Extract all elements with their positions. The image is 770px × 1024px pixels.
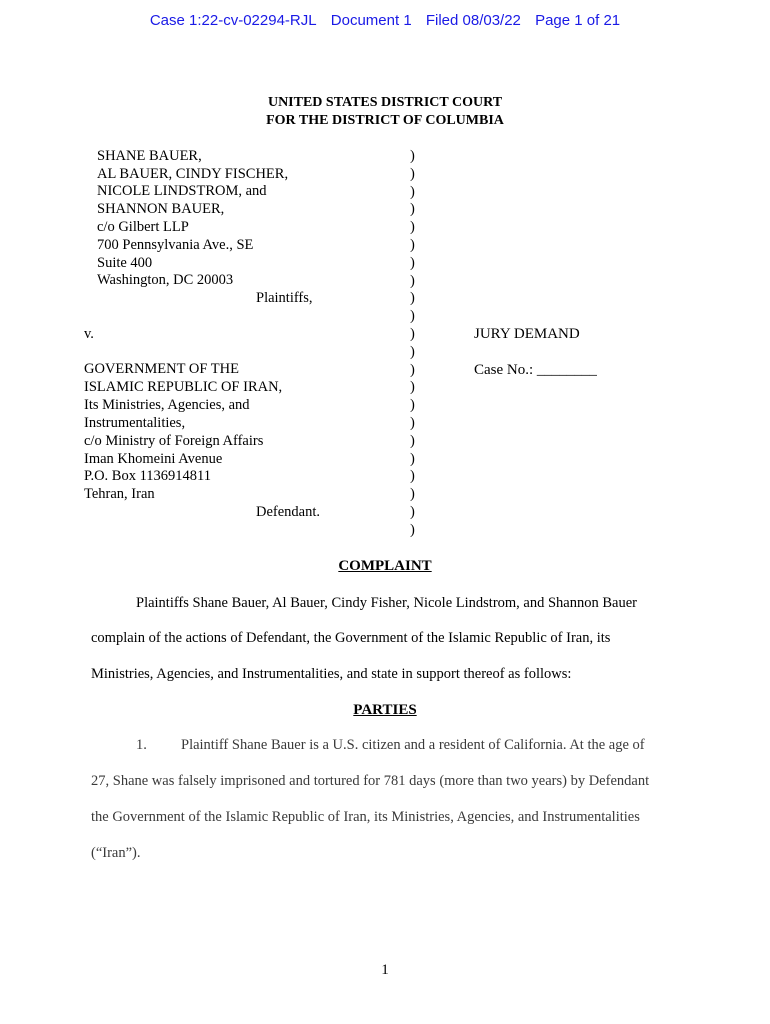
defendant-line: Iman Khomeini Avenue	[84, 451, 223, 467]
caption-parenthesis: )	[410, 468, 415, 485]
caption-parenthesis: )	[410, 165, 415, 182]
caption-parenthesis: )	[410, 148, 415, 164]
case-number-field: Case No.: ________	[474, 362, 597, 378]
intro-line: complain of the actions of Defendant, the Government of the Islamic Republic of Iran, its	[91, 630, 611, 646]
ecf-header	[0, 12, 770, 29]
caption-parenthesis-column	[410, 148, 415, 540]
caption-parenthesis: )	[410, 397, 415, 414]
court-name-line2: FOR THE DISTRICT OF COLUMBIA	[266, 113, 504, 128]
caption-parenthesis: )	[410, 254, 415, 271]
plaintiff-line: AL BAUER, CINDY FISCHER,	[97, 166, 289, 182]
paragraph-line: Plaintiff Shane Bauer is a U.S. citizen and a resident of California. At the age of	[181, 737, 645, 753]
caption-parenthesis: )	[410, 486, 415, 503]
caption-parenthesis: )	[410, 201, 415, 218]
caption-parenthesis: )	[410, 521, 415, 538]
plaintiff-line: c/o Gilbert LLP	[97, 219, 189, 235]
defendant-line: c/o Ministry of Foreign Affairs	[84, 433, 264, 449]
defendant-line: Its Ministries, Agencies, and	[84, 397, 250, 413]
caption-parenthesis: )	[410, 290, 415, 307]
plaintiffs-role: Plaintiffs,	[256, 290, 313, 306]
header-document: Document 1	[330, 12, 412, 29]
caption-parenthesis: )	[410, 432, 415, 449]
paragraph-line: the Government of the Islamic Republic of Iran, its Ministries, Agencies, and Instrumentalities	[91, 809, 640, 825]
intro-line: Ministries, Agencies, and Instrumentalities, and state in support thereof as follows:	[91, 666, 572, 682]
intro-line: Plaintiffs Shane Bauer, Al Bauer, Cindy Fisher, Nicole Lindstrom, and Shannon Bauer	[136, 595, 637, 611]
caption-parenthesis: )	[410, 325, 415, 342]
header-case-number: Case 1:22-cv-02294-RJL	[149, 12, 317, 29]
paragraph-line: 27, Shane was falsely imprisoned and tortured for 781 days (more than two years) by Defendant	[91, 773, 650, 789]
paragraph-number: 1.	[136, 737, 147, 753]
caption-parenthesis: )	[410, 414, 415, 431]
jury-demand: JURY DEMAND	[474, 326, 580, 342]
parties-title: PARTIES	[353, 702, 417, 718]
caption-parenthesis: )	[410, 272, 415, 289]
caption-parenthesis: )	[410, 308, 415, 325]
complaint-title: COMPLAINT	[338, 558, 432, 574]
caption-parenthesis: )	[410, 379, 415, 396]
header-page-count: Page 1 of 21	[535, 12, 621, 29]
caption-parenthesis: )	[410, 183, 415, 200]
court-name-line1: UNITED STATES DISTRICT COURT	[267, 95, 503, 110]
caption-parenthesis: )	[410, 219, 415, 236]
plaintiff-line: SHANNON BAUER,	[97, 201, 225, 217]
defendant-role: Defendant.	[256, 504, 321, 520]
defendant-line: ISLAMIC REPUBLIC OF IRAN,	[84, 379, 283, 395]
defendant-line: Instrumentalities,	[84, 415, 186, 431]
page-number: 1	[381, 962, 389, 978]
defendant-line: GOVERNMENT OF THE	[84, 361, 239, 377]
caption-parenthesis: )	[410, 503, 415, 520]
versus-label: v.	[84, 326, 94, 342]
caption-parenthesis: )	[410, 343, 415, 360]
plaintiff-line: 700 Pennsylvania Ave., SE	[97, 237, 254, 253]
defendant-line: P.O. Box 1136914811	[84, 468, 212, 484]
paragraph-line: (“Iran”).	[91, 845, 141, 861]
plaintiff-line: SHANE BAUER,	[97, 148, 202, 164]
defendant-line: Tehran, Iran	[84, 486, 155, 502]
caption-parenthesis: )	[410, 361, 415, 378]
header-filed-date: Filed 08/03/22	[425, 12, 521, 29]
caption-parenthesis: )	[410, 236, 415, 253]
caption-parenthesis: )	[410, 450, 415, 467]
plaintiff-line: Suite 400	[97, 255, 153, 271]
plaintiff-line: NICOLE LINDSTROM, and	[97, 183, 267, 199]
plaintiff-line: Washington, DC 20003	[97, 272, 234, 288]
